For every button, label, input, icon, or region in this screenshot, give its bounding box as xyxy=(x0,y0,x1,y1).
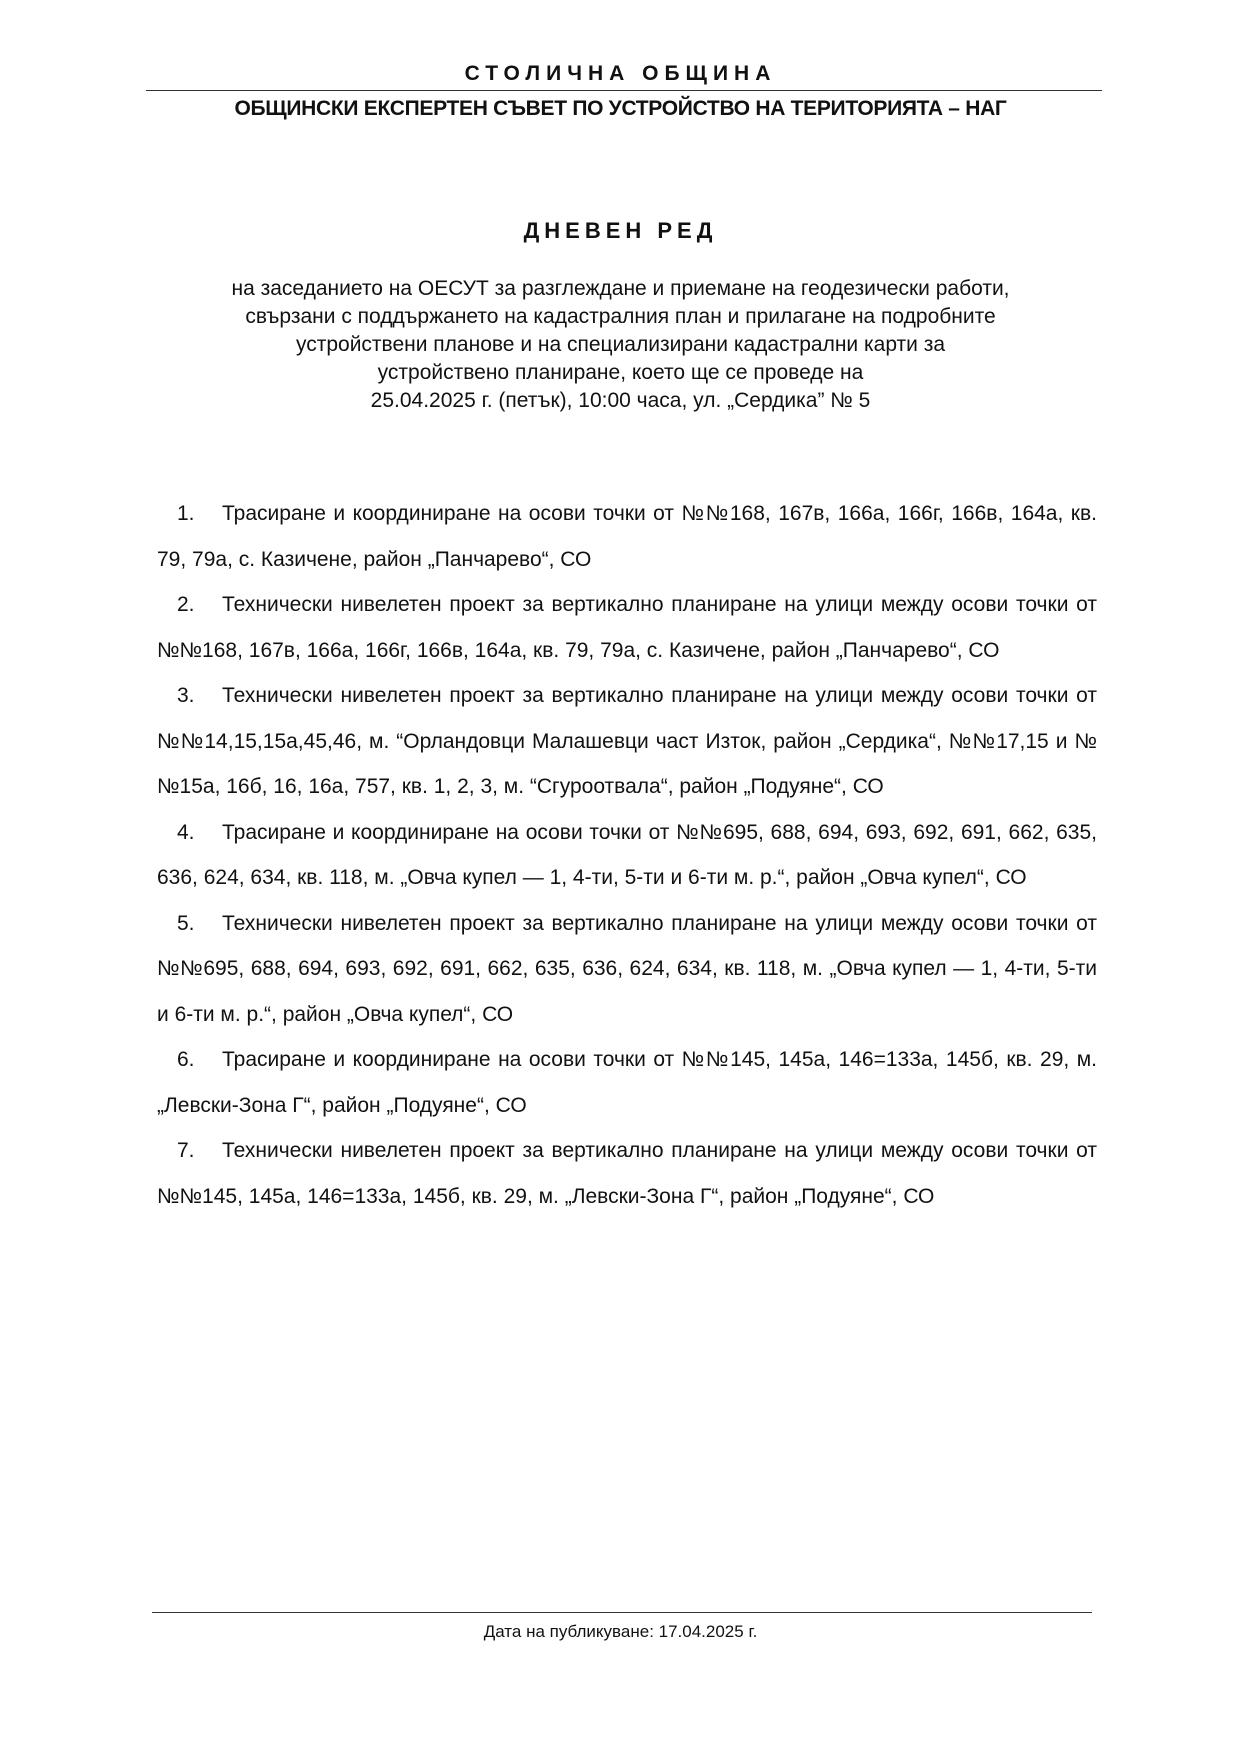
agenda-item xyxy=(157,673,1097,810)
agenda-list xyxy=(157,491,1097,1219)
agenda-item-text: Технически нивелетен проект за вертикално планиране на улици между осови точки от №№695, 688, 694, 693, 692, 691, 662, 635, 636, 624, 634, кв. 118, м. „Овча купел — 1, 4-ти, 5-ти и 6-ти м. р.“, район „Овча купел“, СО xyxy=(157,911,1097,1026)
agenda-item xyxy=(157,1128,1097,1219)
document-title: ДНЕВЕН РЕД xyxy=(523,218,718,243)
footer-divider xyxy=(152,1612,1092,1613)
agenda-item-number: 6. xyxy=(177,1048,195,1071)
agenda-item-number: 3. xyxy=(177,684,195,707)
agenda-item-number: 4. xyxy=(177,820,195,844)
publication-date: Дата на публикуване: 17.04.2025 г. xyxy=(483,1622,758,1641)
agenda-item-text: Технически нивелетен проект за вертикално планиране на улици между осови точки от №№145, 145а, 146=133а, 145б, кв. 29, м. „Левски-Зона Г“, район „Подуяне“, СО xyxy=(157,1139,1097,1208)
header-divider xyxy=(146,90,1102,91)
agenda-item xyxy=(157,1037,1097,1128)
agenda-item-number: 7. xyxy=(177,1139,195,1162)
agenda-item-number: 5. xyxy=(177,911,195,935)
agenda-item xyxy=(157,810,1097,901)
council-name: ОБЩИНСКИ ЕКСПЕРТЕН СЪВЕТ ПО УСТРОЙСТВО НА ТЕРИТОРИЯТА – НАГ xyxy=(234,97,1007,120)
intro-line: устройствено планиране, което ще се проведе на xyxy=(377,361,864,384)
agenda-item-number: 1. xyxy=(177,502,195,525)
agenda-item-text: Трасиране и координиране на осови точки от №№695, 688, 694, 693, 692, 691, 662, 635, 636, 624, 634, кв. 118, м. „Овча купел — 1, 4-ти, 5-ти и 6-ти м. р.“, район „Овча купел“, СО xyxy=(157,820,1097,889)
organization-name: СТОЛИЧНА ОБЩИНА xyxy=(464,62,777,85)
agenda-item-text: Технически нивелетен проект за вертикално планиране на улици между осови точки от №№14,15,15а,45,46, м. “Орландовци Малашевци част Изток, район „Сердика“, №№17,15 и №№15а, 16б, 16, 16а, 757, кв. 1, 2, 3, м. “Сгуроотвала“, район „Подуяне“, СО xyxy=(157,684,1097,798)
agenda-item xyxy=(157,582,1097,673)
meeting-intro xyxy=(0,275,1241,415)
agenda-item-text: Технически нивелетен проект за вертикално планиране на улици между осови точки от №№168, 167в, 166а, 166г, 166в, 164а, кв. 79, 79а, с. Казичене, район „Панчарево“, СО xyxy=(157,593,1097,662)
agenda-item xyxy=(157,491,1097,582)
intro-line: 25.04.2025 г. (петък), 10:00 часа, ул. „Сердика” № 5 xyxy=(370,389,871,412)
agenda-item-number: 2. xyxy=(177,593,195,616)
intro-line: устройствени планове и на специализирани кадастрални карти за xyxy=(295,333,946,356)
agenda-item-text: Трасиране и координиране на осови точки от №№168, 167в, 166а, 166г, 166в, 164а, кв. 79, 79а, с. Казичене, район „Панчарево“, СО xyxy=(157,502,1097,571)
intro-line: на заседанието на ОЕСУТ за разглеждане и приемане на геодезически работи, xyxy=(231,277,1010,300)
intro-line: свързани с поддържането на кадастралния план и прилагане на подробните xyxy=(245,305,996,328)
agenda-item xyxy=(157,901,1097,1038)
agenda-item-text: Трасиране и координиране на осови точки от №№145, 145а, 146=133а, 145б, кв. 29, м. „Левски-Зона Г“, район „Подуяне“, СО xyxy=(157,1048,1097,1117)
